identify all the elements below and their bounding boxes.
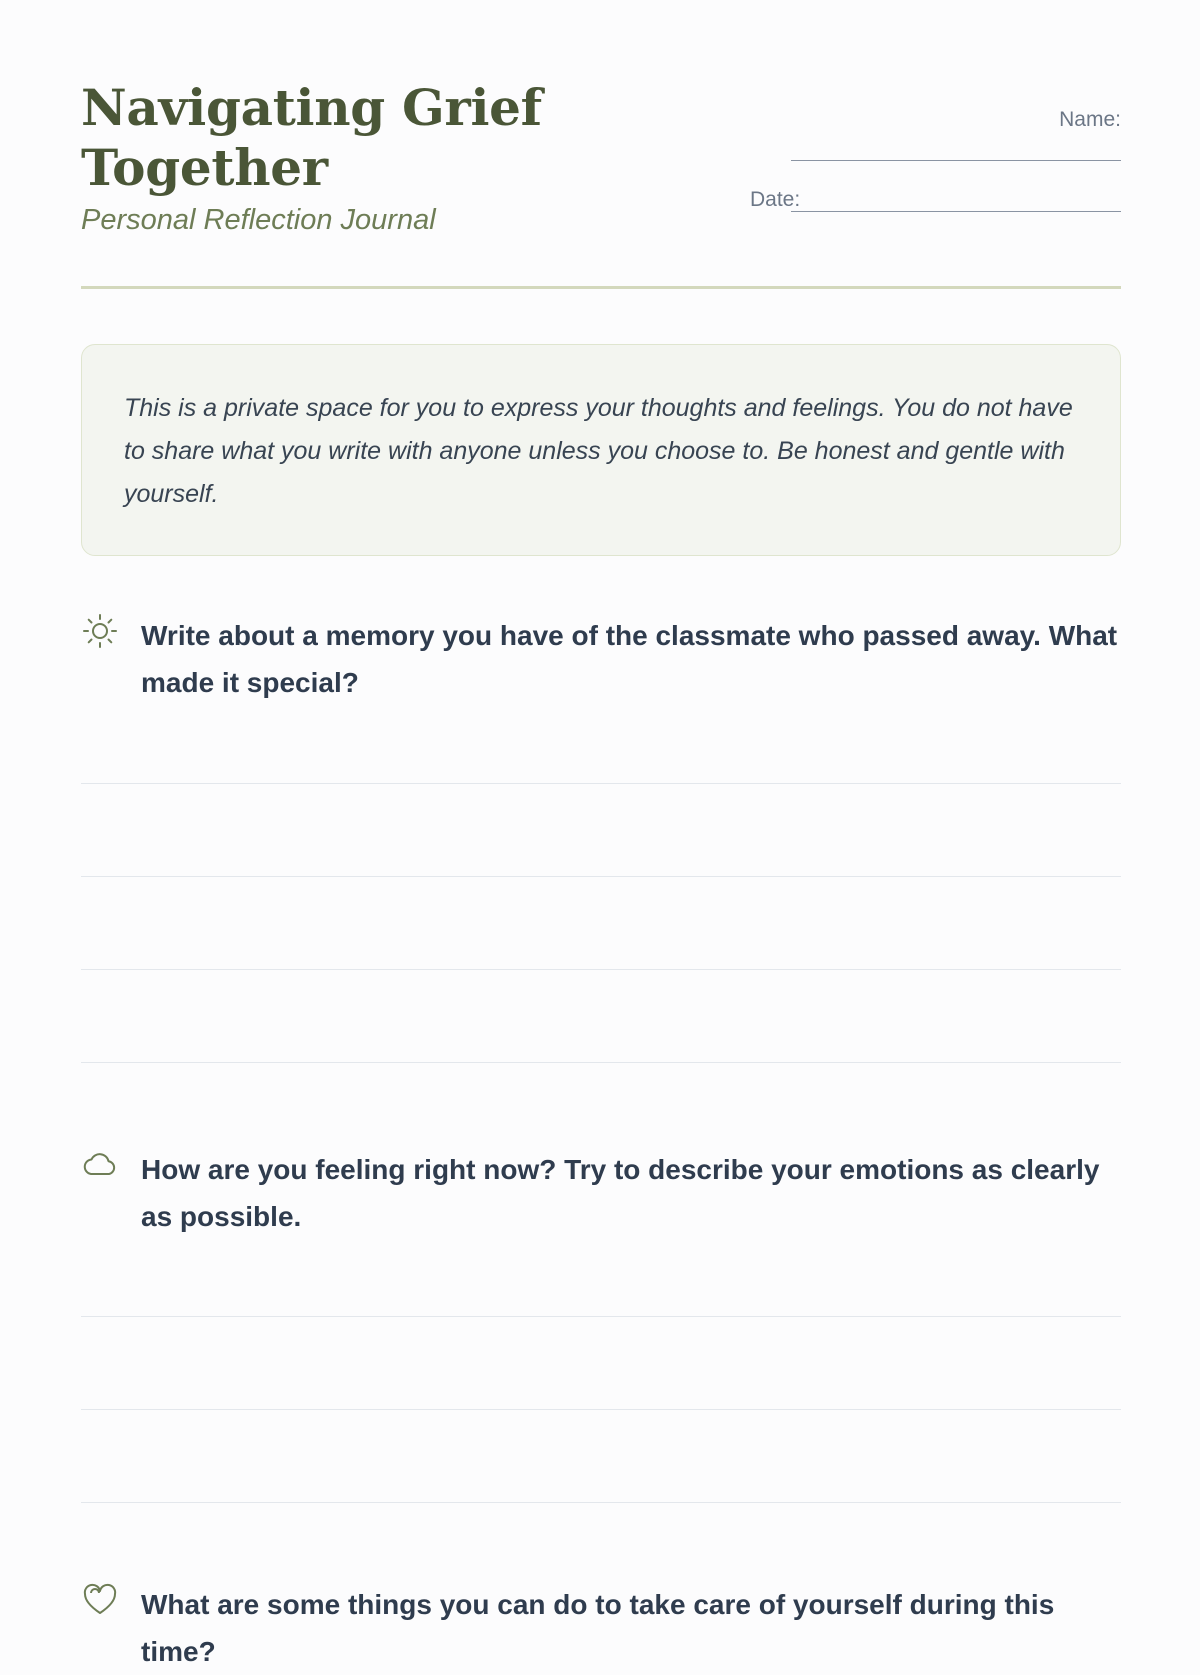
prompt-text: What are some things you can do to take care of yourself during this time? bbox=[141, 1589, 1055, 1667]
sun-icon bbox=[81, 612, 119, 650]
page-title: Navigating Grief Together bbox=[81, 78, 542, 197]
name-date-fields bbox=[701, 108, 1121, 218]
cloud-icon bbox=[81, 1146, 119, 1184]
date-field[interactable] bbox=[791, 211, 1121, 212]
prompt-text: Write about a memory you have of the classmate who passed away. What made it special? bbox=[141, 620, 1118, 698]
writing-line[interactable] bbox=[81, 1502, 1121, 1503]
heart-icon bbox=[81, 1581, 119, 1619]
journal-header bbox=[81, 78, 1121, 288]
intro-box bbox=[81, 344, 1121, 556]
date-label: Date: bbox=[750, 188, 801, 211]
writing-line[interactable] bbox=[81, 783, 1121, 784]
journal-page bbox=[81, 0, 1121, 1667]
header-divider bbox=[81, 286, 1121, 289]
name-field[interactable] bbox=[791, 160, 1121, 161]
writing-line[interactable] bbox=[81, 1316, 1121, 1317]
name-label: Name: bbox=[1059, 108, 1121, 131]
intro-text: This is a private space for you to express your thoughts and feelings. You do not have to share what you write with anyone unless you choose to. Be honest and gentle with yourself. bbox=[124, 394, 1073, 508]
writing-line[interactable] bbox=[81, 876, 1121, 877]
prompt-text: How are you feeling right now? Try to describe your emotions as clearly as possible. bbox=[141, 1154, 1100, 1232]
writing-line[interactable] bbox=[81, 969, 1121, 970]
writing-line[interactable] bbox=[81, 1409, 1121, 1410]
page-subtitle: Personal Reflection Journal bbox=[81, 204, 436, 236]
writing-line[interactable] bbox=[81, 1062, 1121, 1063]
